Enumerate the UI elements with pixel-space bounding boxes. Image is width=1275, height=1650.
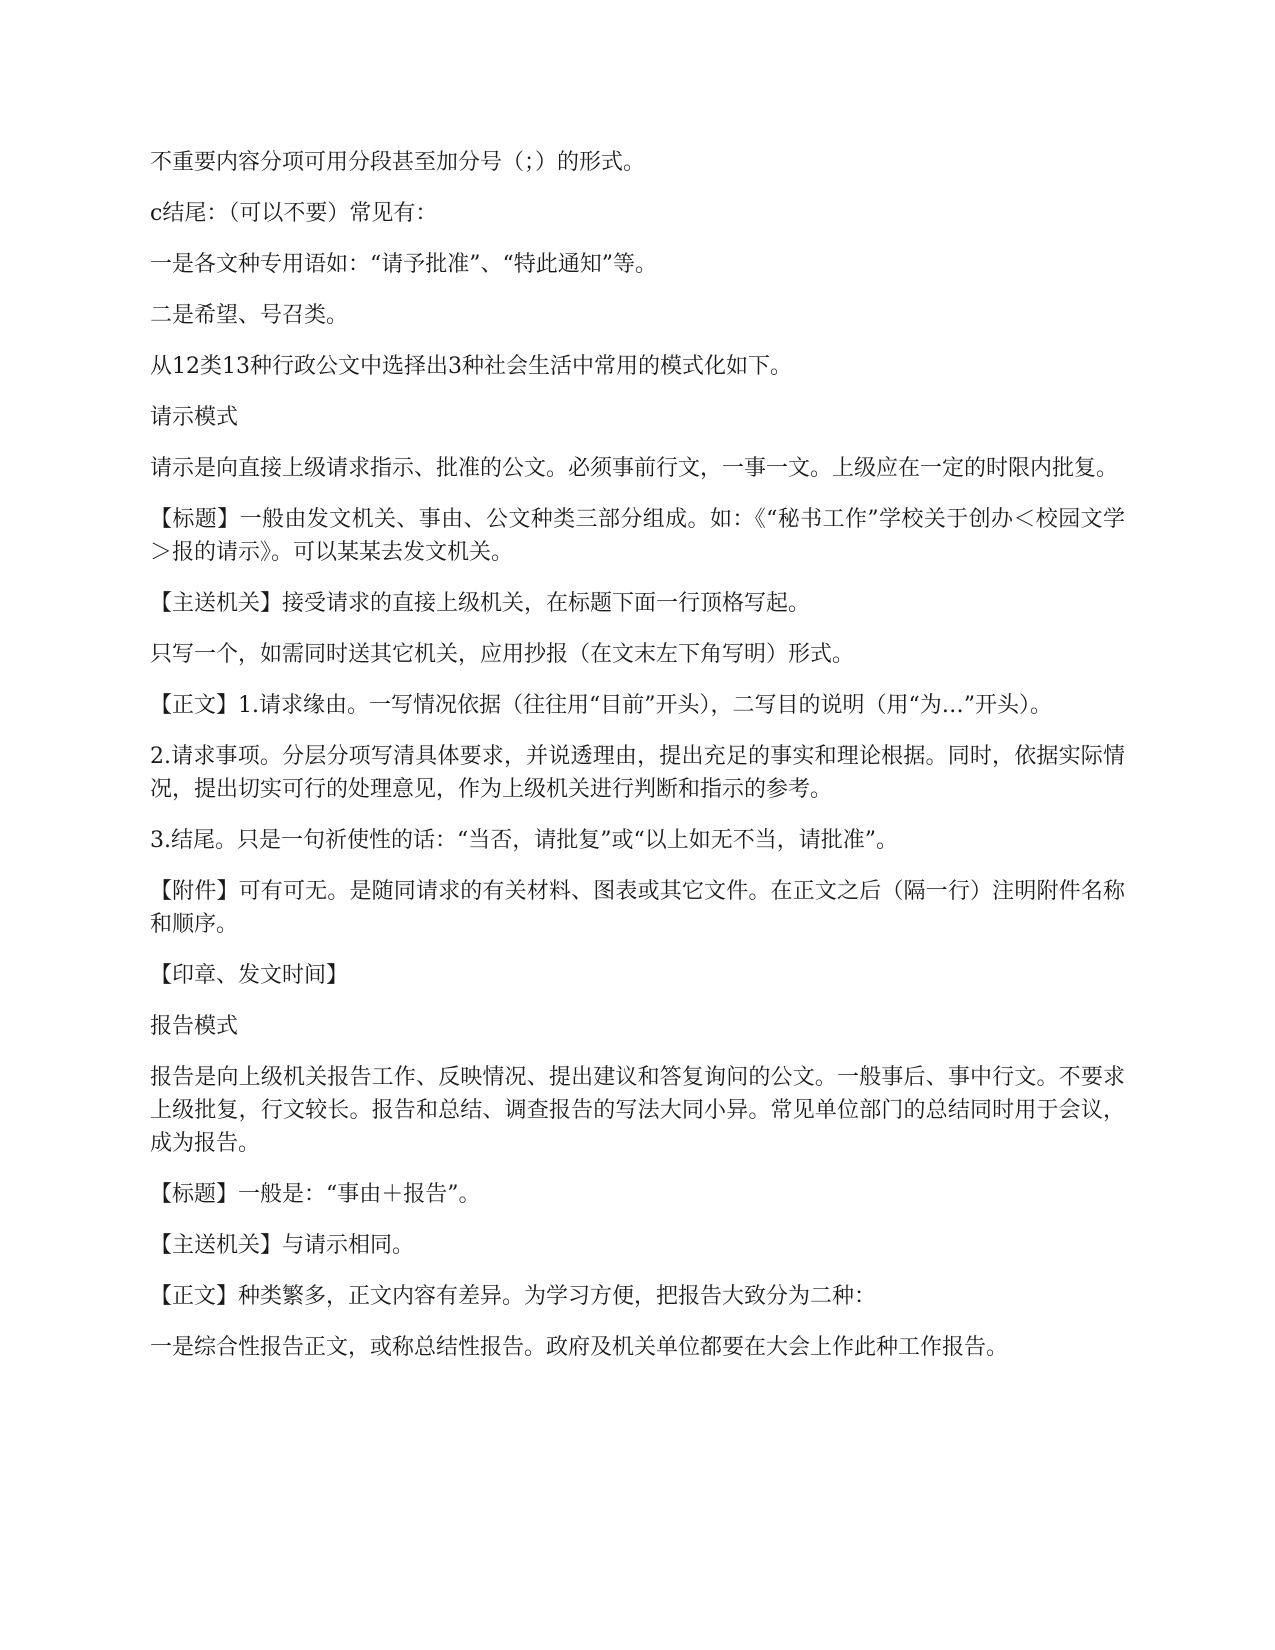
paragraph-report-body: 【正文】种类繁多，正文内容有差异。为学习方便，把报告大致分为二种：	[150, 1284, 877, 1309]
paragraph-semicolon-format: 不重要内容分项可用分段甚至加分号（；）的形式。	[150, 150, 646, 175]
paragraph-request-seal-date: 【印章、发文时间】	[150, 963, 349, 988]
document-page	[150, 146, 1125, 1382]
paragraph-request-recipient: 【主送机关】接受请求的直接上级机关，在标题下面一行顶格写起。	[150, 591, 811, 616]
paragraph-request-body-ending: 3.结尾。只是一句祈使性的话：“当否，请批复”或“以上如无不当，请批准”。	[150, 828, 898, 853]
paragraph-request-attachment: 【附件】可有可无。是随同请求的有关材料、图表或其它文件。在正文之后（隔一行）注明附件名称和顺序。	[150, 879, 1125, 937]
paragraph-modes-intro: 从12类13种行政公文中选择出3种社会生活中常用的模式化如下。	[150, 354, 792, 379]
paragraph-report-recipient: 【主送机关】与请示相同。	[150, 1233, 415, 1258]
paragraph-report-title: 【标题】一般是：“事由＋报告”。	[150, 1182, 481, 1207]
paragraph-ending-type-2: 二是希望、号召类。	[150, 303, 349, 328]
paragraph-request-single-recipient: 只写一个，如需同时送其它机关，应用抄报（在文末左下角写明）形式。	[150, 642, 855, 667]
section-heading-report: 报告模式	[150, 1014, 239, 1039]
paragraph-request-body-items: 2.请求事项。分层分项写清具体要求，并说透理由，提出充足的事实和理论根据。同时，依据实际情况，提出切实可行的处理意见，作为上级机关进行判断和指示的参考。	[150, 744, 1125, 802]
paragraph-report-comprehensive: 一是综合性报告正文，或称总结性报告。政府及机关单位都要在大会上作此种工作报告。	[150, 1335, 1009, 1360]
paragraph-request-body-reason: 【正文】1.请求缘由。一写情况依据（往往用“目前”开头），二写目的说明（用“为…”开头）。	[150, 693, 1052, 718]
paragraph-request-definition: 请示是向直接上级请求指示、批准的公文。必须事前行文，一事一文。上级应在一定的时限内批复。	[150, 456, 1119, 481]
section-heading-request: 请示模式	[150, 405, 239, 430]
paragraph-ending-heading: c结尾：（可以不要）常见有：	[150, 201, 438, 226]
paragraph-ending-type-1: 一是各文种专用语如：“请予批准”、“特此通知”等。	[150, 252, 657, 277]
paragraph-request-title: 【标题】一般由发文机关、事由、公文种类三部分组成。如：《“秘书工作”学校关于创办＜校园文学＞报的请示》。可以某某去发文机关。	[150, 507, 1125, 565]
paragraph-report-definition: 报告是向上级机关报告工作、反映情况、提出建议和答复询问的公文。一般事后、事中行文。不要求上级批复，行文较长。报告和总结、调查报告的写法大同小异。常见单位部门的总结同时用于会议，成为报告。	[150, 1065, 1125, 1156]
